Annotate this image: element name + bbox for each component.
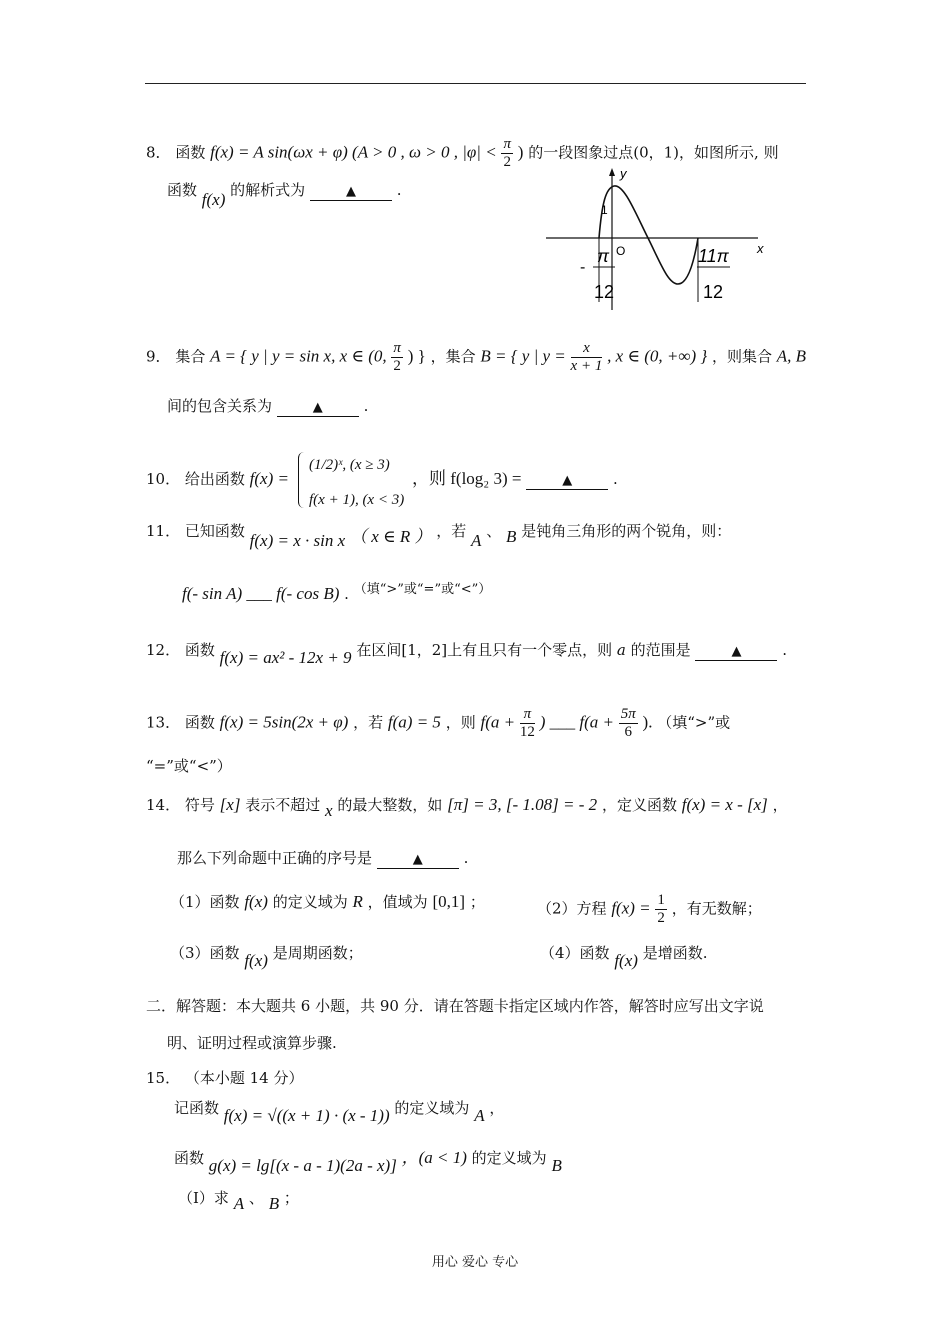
formula: , x ∈ (0, +∞) } [607,346,708,366]
formula: A [474,1106,485,1125]
question-11-line2 [182,584,491,606]
question-text: 函数 [174,1149,205,1167]
score-note: （本小题 14 分） [184,1069,304,1087]
formula: B = { y | y = [480,346,566,366]
item-text: （1）函数 [170,893,240,911]
question-text: 给出函数 [184,470,245,488]
formula: f(- sin A) ___ f(- cos B) [182,584,340,603]
formula: B [506,527,517,546]
question-10-tail [412,469,618,490]
formula-close: ) } [407,346,426,366]
answer-blank: ▲ [377,852,459,869]
answer-blank: ▲ [310,184,392,201]
piecewise-case-1: (1/2)ˣ, (x ≥ 3) [309,457,390,473]
question-text: 记函数 [174,1099,220,1117]
fraction: $\frac{\pi}{12}$ [519,706,535,740]
formula: f(x) [244,892,268,911]
question-text: ，则集合 [711,347,772,366]
formula: ) ___ f(a + [539,712,614,732]
formula: f(x) = x - [x] [681,795,768,814]
question-text: 在区间[1，2]上有且只有一个零点，则 [356,641,613,659]
separator: 、 [248,1189,264,1207]
question-12 [146,640,788,667]
item-text: 是周期函数； [272,944,363,962]
answer-blank: ▲ [277,400,359,417]
item-text: （4）函数 [540,944,610,962]
x-axis-label: x [757,241,764,256]
formula: f(a + [480,712,516,732]
question-text: 间的包含关系为 [167,397,273,415]
question-text: 的解析式为 [230,181,306,199]
left-tick-denominator: 12 [594,282,615,302]
fill-hint-cont: “=”或“<”） [146,757,232,775]
fraction: $\frac{5\pi}{6}$ [620,706,636,740]
period: . [463,849,469,867]
answer-blank: ▲ [526,473,608,490]
fraction: $\frac{\pi}{2}$ [393,340,401,374]
formula-close: ) [517,142,524,162]
section-heading: 二．解答题：本大题共 6 小题，共 90 分．请在答题卡指定区域内作答，解答时应写出文字说 [146,997,764,1015]
question-text: 的定义域为 [394,1099,470,1117]
question-text: 已知函数 [184,522,245,540]
period: . [613,470,618,488]
item-text: 是增函数. [642,944,708,962]
formula: A = { y | y = sin x, x ∈ (0, [210,346,387,366]
formula: A [233,1194,245,1213]
formula: [π] = 3, [- 1.08] = - 2 [447,795,598,814]
question-text: 的最大整数，如 [337,796,443,814]
minus-sign: - [580,259,586,276]
question-14-line2 [177,848,468,869]
formula: f(x) = A sin(ωx + φ) (A > 0 , ω > 0 , |φ| < [210,142,497,162]
formula: f(x) = [249,469,289,488]
fraction: $\frac{1}{2}$ [657,892,665,926]
question-number: 11． [146,522,181,540]
formula: f(x) [244,951,268,970]
sine-curve [599,186,698,284]
piecewise-brace [298,452,307,508]
right-tick-numerator: 11π [698,246,729,266]
question-text: 的一段图象过点(0，1)，如图所示, 则 [528,143,779,162]
question-15 [146,1068,304,1088]
question-9-line2 [167,396,368,417]
period: . [396,181,402,199]
question-11 [146,521,732,550]
variable: x [325,801,333,820]
item-text: 的定义域为 [272,893,348,911]
question-number: 12． [146,641,181,659]
question-number: 13． [146,713,181,732]
formula: A, B [776,346,807,366]
formula: f(x) = ax² - 12x + 9 [219,648,352,667]
question-8-line2 [167,180,402,209]
q14-item-2 [537,892,762,927]
item-text: （2）方程 [537,899,607,918]
formula: f(x) [614,951,638,970]
question-text: ，若 [436,522,467,540]
item-text: （3）函数 [170,944,240,962]
item-text: ，有无数解； [671,899,762,918]
q14-item-3 [170,943,363,970]
formula: f(x) = [611,898,651,918]
question-text: 函数 [167,181,198,199]
answer-blank: ▲ [695,644,777,661]
formula: B [268,1194,280,1213]
question-text: ，定义函数 [601,796,677,814]
period: . [782,641,788,659]
question-text: 的范围是 [630,641,691,659]
question-text: ， [489,1099,505,1117]
question-number: 15． [146,1069,181,1087]
origin-label: O [616,244,626,258]
fill-hint: （填“>”或 [657,713,731,732]
formula: f(x) = x · sin x [249,531,346,550]
formula: f(x) = 5sin(2x + φ) [219,712,349,732]
question-text: ； [283,1189,299,1207]
separator: 、 [486,522,502,540]
question-9 [146,340,806,375]
formula: f(x) = √((x + 1) · (x - 1)) [223,1106,390,1125]
q14-item-4 [540,943,708,970]
formula: A [471,531,482,550]
item-text: ，值域为 [367,893,428,911]
y-axis-arrow-icon [609,168,615,176]
formula: g(x) = lg[(x - a - 1)(2a - x)] [208,1156,397,1175]
question-text: 集合 [175,347,206,366]
left-tick-numerator: π [597,246,610,266]
question-number: 8． [146,143,171,162]
fill-hint: （填“>”或“=”或“<”） [353,582,492,597]
item-text: ； [469,893,485,911]
formula: f(a) = 5 [387,712,441,732]
section-heading-cont: 明、证明过程或演算步骤. [167,1034,337,1052]
formula: （ x ∈ R ） [349,527,432,546]
formula: f(x) [201,190,226,209]
question-text: ，集合 [430,347,476,366]
question-text: 符号 [184,796,215,814]
question-text: ，若 [353,713,384,732]
question-text: 是钝角三角形的两个锐角，则： [521,522,732,540]
question-15-line3 [178,1188,299,1213]
question-text: （Ⅰ）求 [178,1189,229,1207]
period: . [344,585,349,603]
page-footer: 用心 爱心 专心 [431,1255,519,1270]
fraction: $\frac{x}{x + 1}$ [570,340,603,374]
question-text: 函数 [175,143,206,162]
question-text: 函数 [184,641,215,659]
question-text: 的定义域为 [471,1149,547,1167]
question-text: 表示不超过 [245,796,321,814]
right-tick-denominator: 12 [703,282,724,302]
q14-item-1 [170,892,485,912]
question-10 [146,469,289,489]
formula: B [551,1156,562,1175]
y-axis-label: y [620,166,627,181]
comma: ， [772,796,788,814]
question-number: 10． [146,470,181,488]
variable: a [616,641,626,659]
formula-close: ). [642,712,653,732]
y-tick-label: 1 [601,203,608,217]
question-14 [146,795,788,820]
question-15-line1 [174,1098,505,1125]
question-13 [146,706,730,741]
question-text: 那么下列命题中正确的序号是 [177,849,373,867]
question-15-line2 [174,1148,562,1175]
question-number: 9． [146,347,171,366]
sine-graph [540,162,780,312]
header-rule [145,83,806,84]
formula: [0,1] [432,892,466,911]
formula: [x] [219,795,241,814]
question-text: 函数 [184,713,215,732]
fraction: $\frac{\pi}{2}$ [503,136,511,170]
formula: ，(a < 1) [401,1148,467,1167]
period: . [363,397,369,415]
formula: ，则 f(log₂ 3) = [412,469,522,488]
piecewise-case-2: f(x + 1), (x < 3) [309,492,405,508]
question-text: ，则 [445,713,476,732]
question-number: 14． [146,796,181,814]
formula: R [352,892,363,911]
